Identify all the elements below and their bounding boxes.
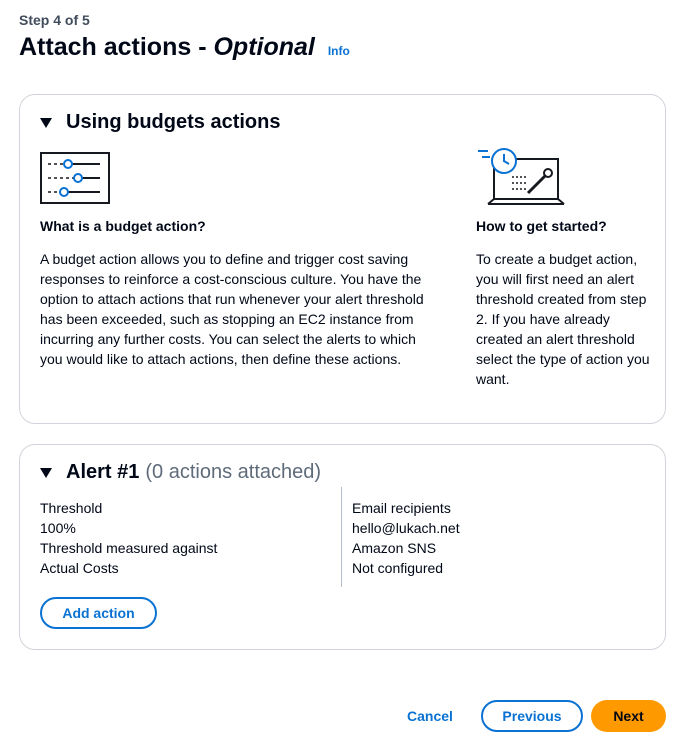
amazon-sns-label: Amazon SNS (352, 540, 437, 556)
previous-button[interactable]: Previous (481, 700, 583, 732)
budgets-actions-title: Using budgets actions (66, 111, 281, 133)
step-indicator: Step 4 of 5 (19, 12, 90, 28)
how-to-get-started-text: To create a budget action, you will first need an alert threshold created from step 2. If you have already created an alert threshold select the type of action you want. (476, 251, 650, 387)
email-recipients-value: hello@lukach.net (352, 520, 460, 536)
caret-down-icon (40, 118, 52, 128)
budgets-actions-toggle[interactable] (40, 111, 280, 134)
caret-down-icon (40, 468, 52, 478)
alert-toggle[interactable] (40, 461, 321, 484)
alert-actions-count: (0 actions attached) (145, 461, 322, 483)
column-divider (341, 487, 342, 587)
next-button[interactable]: Next (591, 700, 666, 732)
what-is-budget-action-heading: What is a budget action? (40, 218, 206, 234)
add-action-button[interactable]: Add action (40, 597, 157, 629)
cancel-button[interactable]: Cancel (407, 708, 453, 724)
threshold-label: Threshold (40, 500, 103, 516)
alert-panel (19, 444, 666, 650)
page-title-optional: Optional (213, 33, 315, 61)
budgets-actions-panel (19, 94, 666, 424)
how-to-get-started-heading: How to get started? (476, 218, 607, 234)
email-recipients-label: Email recipients (352, 500, 451, 516)
sliders-settings-icon (40, 152, 112, 206)
amazon-sns-value: Not configured (352, 560, 444, 576)
info-link[interactable]: Info (327, 44, 350, 58)
threshold-value: 100% (40, 520, 76, 536)
page-title-main: Attach actions - (19, 33, 214, 61)
alert-title: Alert #1 (66, 461, 140, 483)
what-is-budget-action-text: A budget action allows you to define and trigger cost saving responses to reinforce a cost-conscious culture. You have the option to attach actions that run whenever your alert threshold has been exceeded, such as stopping an EC2 instance from incurring any further costs. You can select the alerts to which you would like to attach actions, then define these actions. (40, 251, 424, 367)
laptop-wrench-clock-icon (476, 147, 568, 209)
measured-against-value: Actual Costs (40, 560, 119, 576)
page-title (19, 33, 350, 62)
measured-against-label: Threshold measured against (40, 540, 218, 556)
